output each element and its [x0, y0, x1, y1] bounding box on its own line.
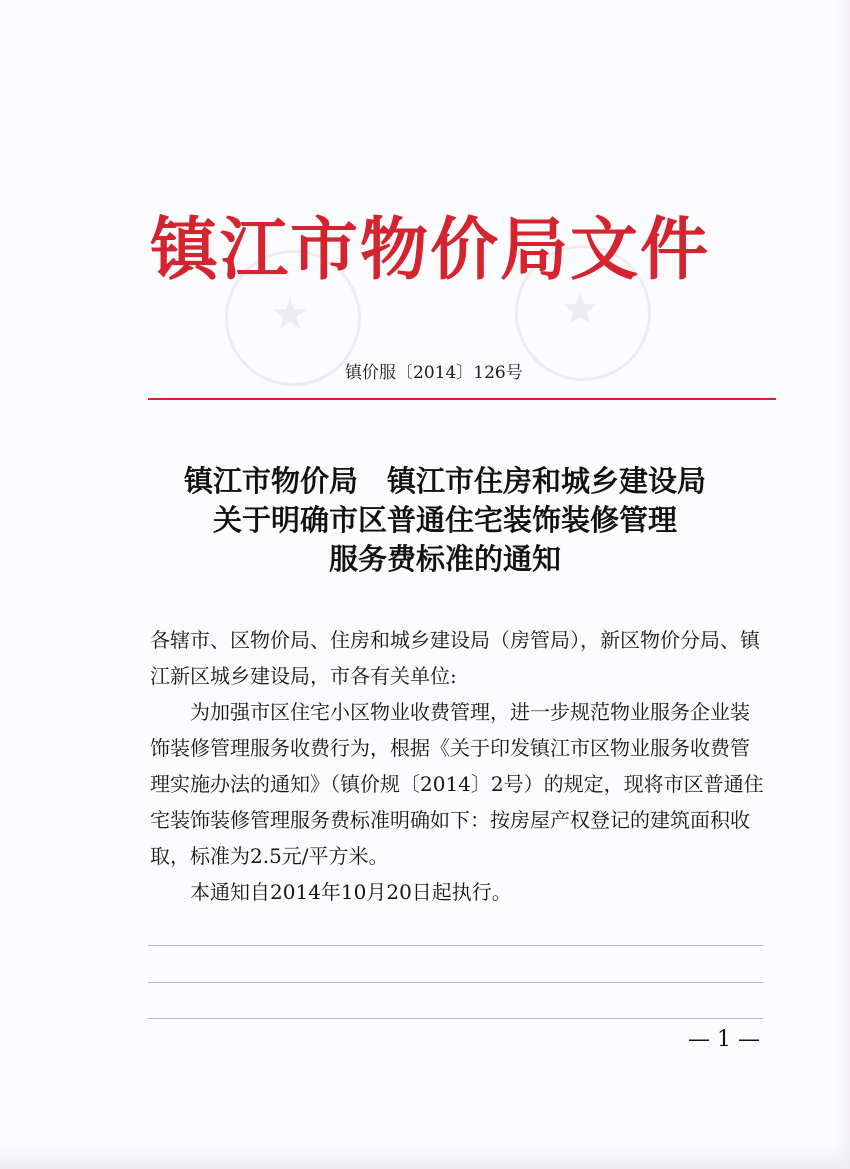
- content-paragraph: 为加强市区住宅小区物业收费管理，进一步规范物业服务企业装饰装修管理服务收费行为，根据《关于印发镇江市区物业服务收费管理实施办法的通知》（镇价规〔2014〕2号）的规定，现将市区普通住宅装饰装修管理服务费标准明确如下：按房屋产权登记的建筑面积收取，标准为2.5元/平方米。: [150, 700, 764, 868]
- notice-body: [150, 622, 765, 910]
- notice-title-line-3: 服务费标准的通知: [328, 542, 561, 576]
- footer-rule-2: [148, 982, 763, 983]
- document-number: 镇价服〔2014〕126号: [345, 363, 523, 383]
- agency-document-title: 镇江市物价局文件: [150, 210, 711, 290]
- notice-title: [150, 462, 740, 579]
- effective-date-paragraph: 本通知自2014年10月20日起执行。: [190, 880, 512, 904]
- scan-edge-bottom: [0, 1141, 850, 1169]
- faint-seal-right-star-icon: ★: [560, 284, 600, 335]
- page-number: — 1 —: [688, 1027, 760, 1052]
- faint-seal-left-star-icon: ★: [270, 289, 310, 340]
- addressees-paragraph: 各辖市、区物价局、住房和城乡建设局（房管局），新区物价分局、镇江新区城乡建设局，市各有关单位:: [150, 628, 760, 688]
- notice-title-line-2: 关于明确市区普通住宅装饰装修管理: [212, 503, 677, 537]
- notice-title-line-1: 镇江市物价局 镇江市住房和城乡建设局: [183, 464, 706, 498]
- footer-rule-1: [148, 945, 763, 946]
- footer-rule-3: [148, 1018, 763, 1019]
- scan-edge-right: [836, 0, 850, 1169]
- red-separator-line: [148, 398, 776, 400]
